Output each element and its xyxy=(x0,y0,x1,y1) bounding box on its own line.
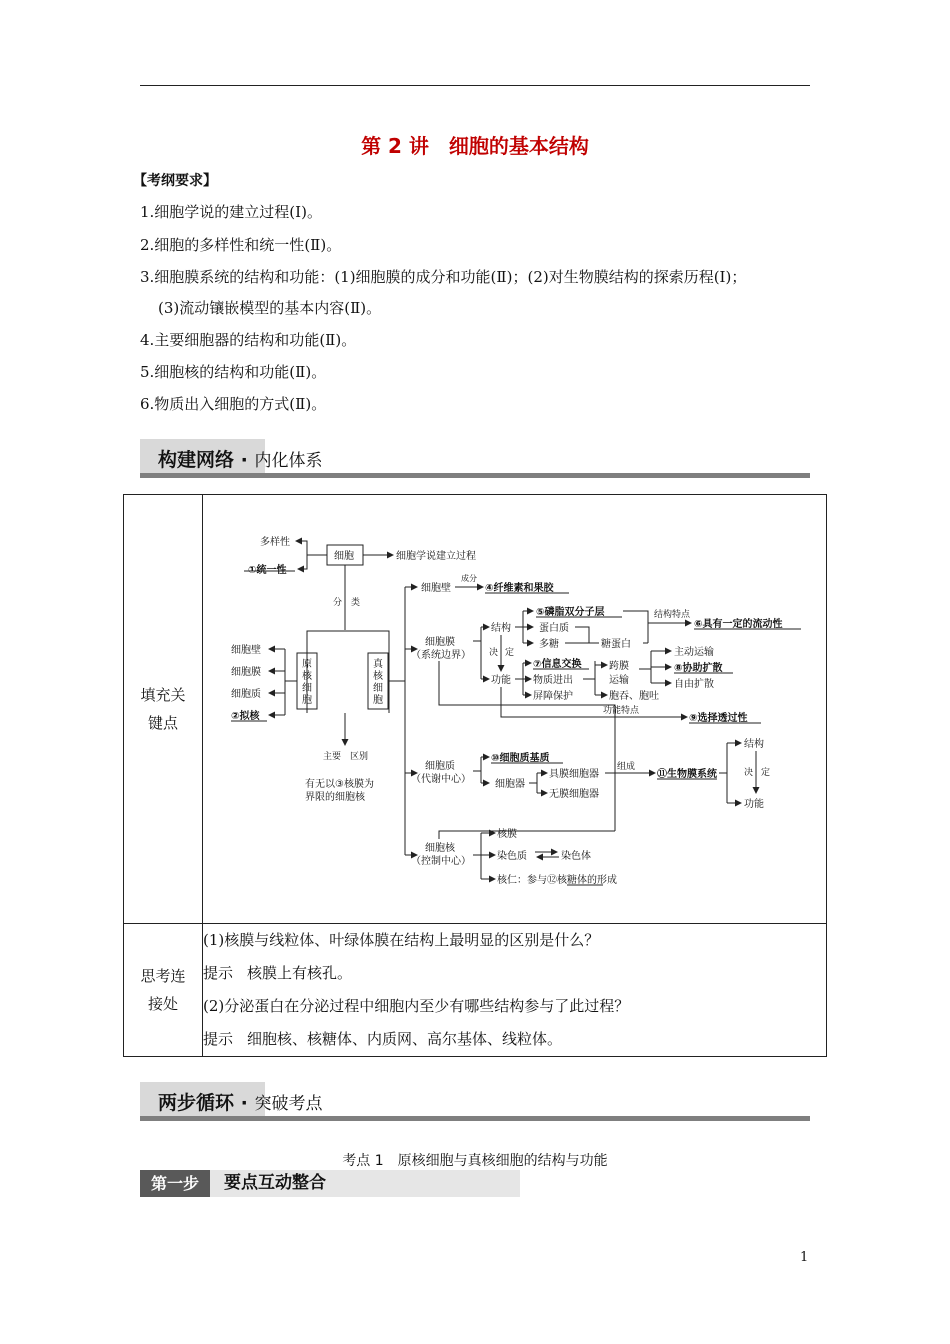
cytosol-label: ⑩细胞质基质 xyxy=(491,753,550,764)
main-difference-label: 主要 区别 xyxy=(323,752,369,762)
question-2: (2)分泌蛋白在分泌过程中细胞内至少有哪些结构参与了此过程？ xyxy=(203,997,630,1015)
section-header-cycle: 两步循环 · 突破考点 xyxy=(140,1082,810,1122)
requirement-6: 6.物质出入细胞的方式(Ⅱ)。 xyxy=(140,395,327,413)
nucleolus-label: 核仁：参与⑫核糖体的形成 xyxy=(497,875,617,886)
fill-key-points-label: 填充关 键点 xyxy=(124,495,203,924)
topic-title: 考点 1 原核细胞与真核细胞的结构与功能 xyxy=(342,1153,608,1169)
cell-theory-label: 细胞学说建立过程 xyxy=(396,551,476,562)
section-title: 构建网络 xyxy=(158,449,235,471)
section-header-network: 构建网络 · 内化体系 xyxy=(140,439,810,479)
structure-label: 结构 xyxy=(491,623,511,634)
cell-wall-item: 细胞壁 xyxy=(231,645,261,656)
nuclear-envelope-label: 核膜 xyxy=(497,829,517,840)
determine-b: 定 xyxy=(505,648,515,658)
section-title: 两步循环 xyxy=(158,1092,235,1114)
step-tag: 第一步 xyxy=(140,1170,210,1197)
composition-label: 成分 xyxy=(461,574,477,583)
nonmembranous-organelle-label: 无膜细胞器 xyxy=(549,789,599,800)
think-connect-label: 思考连 接处 xyxy=(124,924,203,1057)
requirement-3-cont: (3)流动镶嵌模型的基本内容(Ⅱ)。 xyxy=(158,299,382,317)
material-transport-label: 物质进出 xyxy=(533,675,573,686)
structure-feature-label: 结构特点 xyxy=(654,610,691,620)
membrane-label: 细胞膜 xyxy=(425,637,455,648)
answer-1: 提示 核膜上有核孔。 xyxy=(203,964,353,982)
question-1: (1)核膜与线粒体、叶绿体膜在结构上最明显的区别是什么？ xyxy=(203,931,600,949)
fluidity-label: ⑥具有一定的流动性 xyxy=(694,619,783,630)
active-transport-label: 主动运输 xyxy=(674,647,714,658)
answer-2: 提示 细胞核、核糖体、内质网、高尔基体、线粒体。 xyxy=(203,1030,563,1048)
requirement-4: 4.主要细胞器的结构和功能(Ⅱ)。 xyxy=(140,331,357,349)
cell-membrane-item: 细胞膜 xyxy=(231,667,261,678)
membranous-organelle-label: 具膜细胞器 xyxy=(549,769,599,780)
step-band xyxy=(140,1170,520,1197)
chromatin-label: 染色质 xyxy=(497,851,527,862)
requirement-1: 1.细胞学说的建立过程(Ⅰ)。 xyxy=(140,203,322,221)
requirements-heading: 【考纲要求】 xyxy=(133,173,217,189)
section-subtitle: 内化体系 xyxy=(254,451,323,471)
nucleoid-item: ②拟核 xyxy=(231,711,260,722)
right-function-label: 功能 xyxy=(744,799,764,810)
requirement-5: 5.细胞核的结构和功能(Ⅱ)。 xyxy=(140,363,327,381)
nuclear-membrane-diff-2: 界限的细胞核 xyxy=(305,792,365,803)
right-structure-label: 结构 xyxy=(744,739,764,750)
transmembrane-label: 跨膜运输 xyxy=(609,661,629,686)
step-label: 要点互动整合 xyxy=(224,1173,326,1193)
compose-label: 组成 xyxy=(617,762,636,772)
cell-wall-label: 细胞壁 xyxy=(421,583,451,594)
classification-label: 分 类 xyxy=(333,598,361,608)
facilitated-diffusion-label: ⑧协助扩散 xyxy=(674,663,723,674)
chromosome-label: 染色体 xyxy=(561,851,591,862)
selective-permeability-label: ⑨选择透过性 xyxy=(689,713,748,724)
membrane-sub-label: （系统边界） xyxy=(411,650,471,661)
requirement-2: 2.细胞的多样性和统一性(Ⅱ)。 xyxy=(140,236,342,254)
cytoplasm-sub-label: （代谢中心） xyxy=(411,774,471,785)
function-feature-label: 功能特点 xyxy=(603,706,640,716)
right-determine-b: 定 xyxy=(761,768,771,778)
cytoplasm-item: 细胞质 xyxy=(231,689,261,700)
prokaryote-label: 原核细胞 xyxy=(302,659,312,706)
top-rule xyxy=(140,85,810,86)
section-subtitle: 突破考点 xyxy=(254,1094,323,1114)
polysaccharide-label: 多糖 xyxy=(539,639,559,650)
cell-label: 细胞 xyxy=(334,551,354,562)
cytoplasm-label: 细胞质 xyxy=(425,761,455,772)
phospholipid-label: ⑤磷脂双分子层 xyxy=(536,607,605,618)
biomembrane-system-label: ⑪生物膜系统 xyxy=(657,769,717,780)
protein-label: 蛋白质 xyxy=(539,623,569,634)
page-number: 1 xyxy=(800,1250,809,1265)
glycoprotein-label: 糖蛋白 xyxy=(601,639,631,650)
right-determine-a: 决 xyxy=(744,768,754,778)
endo-exocytosis-label: 胞吞、胞吐 xyxy=(609,691,659,702)
function-label: 功能 xyxy=(491,675,511,686)
barrier-label: 屏障保护 xyxy=(533,691,573,702)
requirement-3: 3.细胞膜系统的结构和功能：(1)细胞膜的成分和功能(Ⅱ)；(2)对生物膜结构的探索历程(Ⅰ)； xyxy=(140,268,747,286)
info-exchange-label: ⑦信息交换 xyxy=(533,659,582,670)
nucleus-sub-label: （控制中心） xyxy=(411,856,471,867)
concept-map-cell xyxy=(203,495,827,924)
concept-map xyxy=(203,495,825,919)
knowledge-table xyxy=(123,494,827,1057)
organelle-label: 细胞器 xyxy=(495,779,525,790)
cellulose-pectin-label: ④纤维素和果胶 xyxy=(485,583,554,594)
nucleus-label: 细胞核 xyxy=(425,843,455,854)
free-diffusion-label: 自由扩散 xyxy=(674,679,714,690)
diversity-label: 多样性 xyxy=(260,537,290,548)
nuclear-membrane-diff-1: 有无以③核膜为 xyxy=(305,779,374,790)
unity-label: ①统一性 xyxy=(248,565,287,576)
eukaryote-label: 真核细胞 xyxy=(373,659,383,706)
page-title: 第 2 讲 细胞的基本结构 xyxy=(361,134,589,158)
determine-a: 决 xyxy=(489,648,499,658)
think-connect-content xyxy=(203,924,827,1057)
